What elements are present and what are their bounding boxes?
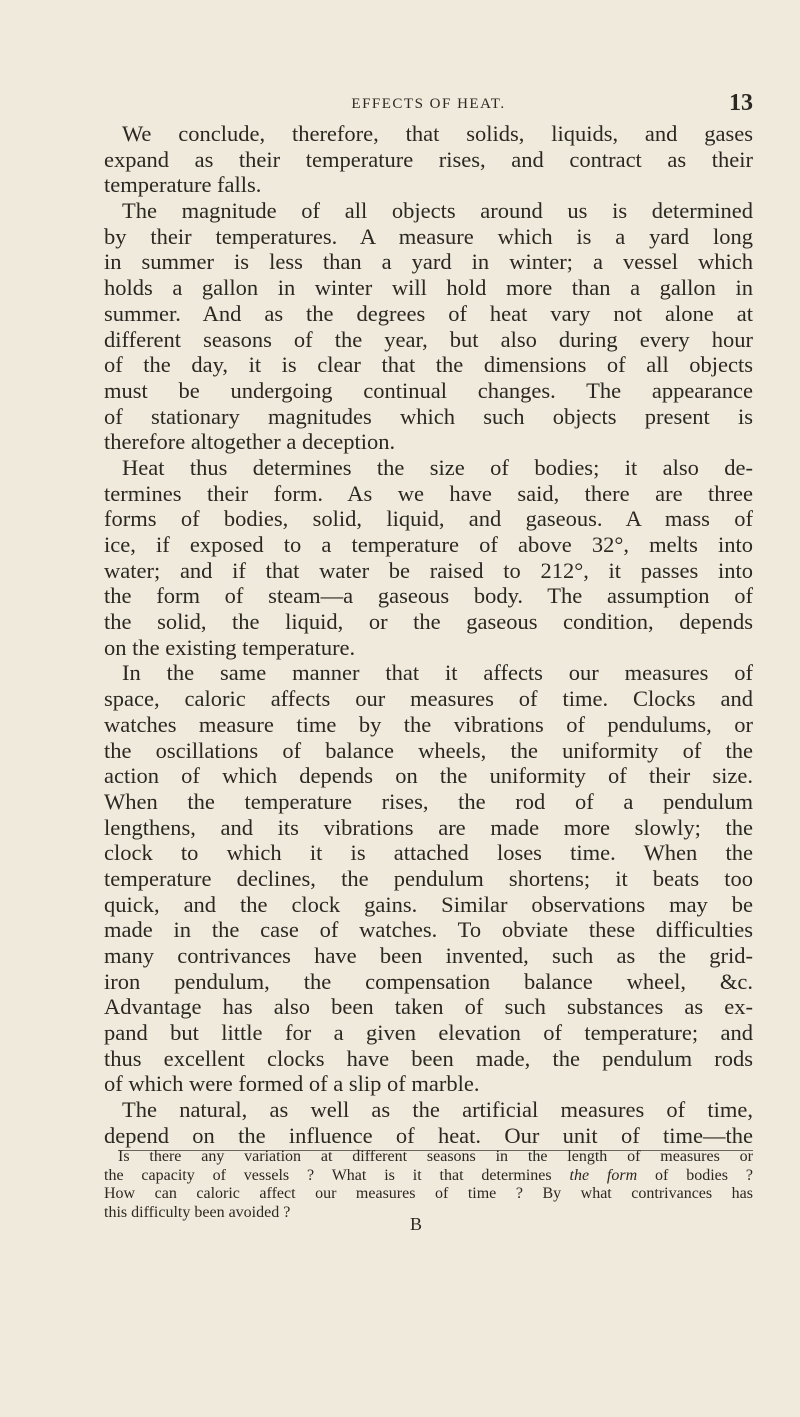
body-text <box>104 121 753 1149</box>
text-line: quick, and the clock gains. Similar observations may be <box>104 891 753 917</box>
text-line: lengthens, and its vibrations are made more slowly; the <box>104 814 753 840</box>
text-line: in summer is less than a yard in winter; a vessel which <box>104 249 753 275</box>
footnote-line: this difficulty been avoided ? <box>104 1203 291 1221</box>
text-line: The magnitude of all objects around us is determined <box>122 198 753 224</box>
text-line: depend on the influence of heat. Our unit of time—the <box>104 1122 753 1148</box>
text-line: clock to which it is attached loses time. When the <box>104 840 753 866</box>
text-line: many contrivances have been invented, such as the grid- <box>104 943 753 968</box>
text-line: termines their form. As we have said, there are three <box>104 480 753 506</box>
running-header <box>104 92 753 116</box>
text-line: thus excellent clocks have been made, the pendulum rods <box>104 1045 753 1071</box>
footnote-line: the capacity of vessels ? What is it that determines the form of bodies ? <box>104 1166 753 1184</box>
text-line: holds a gallon in winter will hold more than a gallon in <box>104 275 753 301</box>
running-title: EFFECTS OF HEAT. <box>351 96 506 112</box>
text-line: temperature declines, the pendulum shortens; it beats too <box>104 865 753 891</box>
text-line: temperature falls. <box>104 172 262 198</box>
signature-mark: B <box>410 1214 423 1234</box>
text-line: Heat thus determines the size of bodies; it also de- <box>122 454 753 480</box>
text-line: summer. And as the degrees of heat vary not alone at <box>104 300 753 326</box>
text-line: ice, if exposed to a temperature of above 32°, melts into <box>104 532 753 557</box>
text-line: action of which depends on the uniformity of their size. <box>104 763 753 789</box>
text-line: In the same manner that it affects our measures of <box>122 660 753 686</box>
text-line: on the existing temperature. <box>104 634 356 660</box>
text-line: Advantage has also been taken of such substances as ex- <box>104 994 753 1020</box>
text-line: must be undergoing continual changes. The appearance <box>104 377 753 403</box>
text-line: of the day, it is clear that the dimensions of all objects <box>104 352 753 378</box>
text-line: forms of bodies, solid, liquid, and gaseous. A mass of <box>104 506 753 532</box>
page-number: 13 <box>729 90 753 116</box>
text-line: made in the case of watches. To obviate these difficulties <box>104 917 753 943</box>
text-line: expand as their temperature rises, and contract as their <box>104 146 753 172</box>
text-line: the solid, the liquid, or the gaseous condition, depends <box>104 609 753 635</box>
text-line: water; and if that water be raised to 212°, it passes into <box>104 557 753 583</box>
text-line: We conclude, therefore, that solids, liquids, and gases <box>122 121 753 146</box>
text-line: space, caloric affects our measures of time. Clocks and <box>104 686 753 712</box>
text-line: The natural, as well as the artificial measures of time, <box>122 1097 753 1123</box>
text-line: the form of steam—a gaseous body. The assumption of <box>104 583 753 609</box>
footnote-line: How can caloric affect our measures of time ? By what contrivances has <box>104 1185 753 1202</box>
text-line: When the temperature rises, the rod of a pendulum <box>104 788 753 814</box>
text-line: therefore altogether a deception. <box>104 429 396 455</box>
text-line: watches measure time by the vibrations of pendulums, or <box>104 711 753 737</box>
text-line: of which were formed of a slip of marble. <box>104 1071 480 1097</box>
text-line: by their temperatures. A measure which is a yard long <box>104 223 753 249</box>
text-line: pand but little for a given elevation of temperature; and <box>104 1020 753 1046</box>
text-line: different seasons of the year, but also during every hour <box>104 326 753 352</box>
text-line: of stationary magnitudes which such objects present is <box>104 403 753 429</box>
text-line: iron pendulum, the compensation balance wheel, &c. <box>104 968 753 994</box>
footnote-questions <box>104 1148 753 1222</box>
footnote-line: Is there any variation at different seasons in the length of measures or <box>118 1148 753 1165</box>
text-line: the oscillations of balance wheels, the uniformity of the <box>104 737 753 763</box>
